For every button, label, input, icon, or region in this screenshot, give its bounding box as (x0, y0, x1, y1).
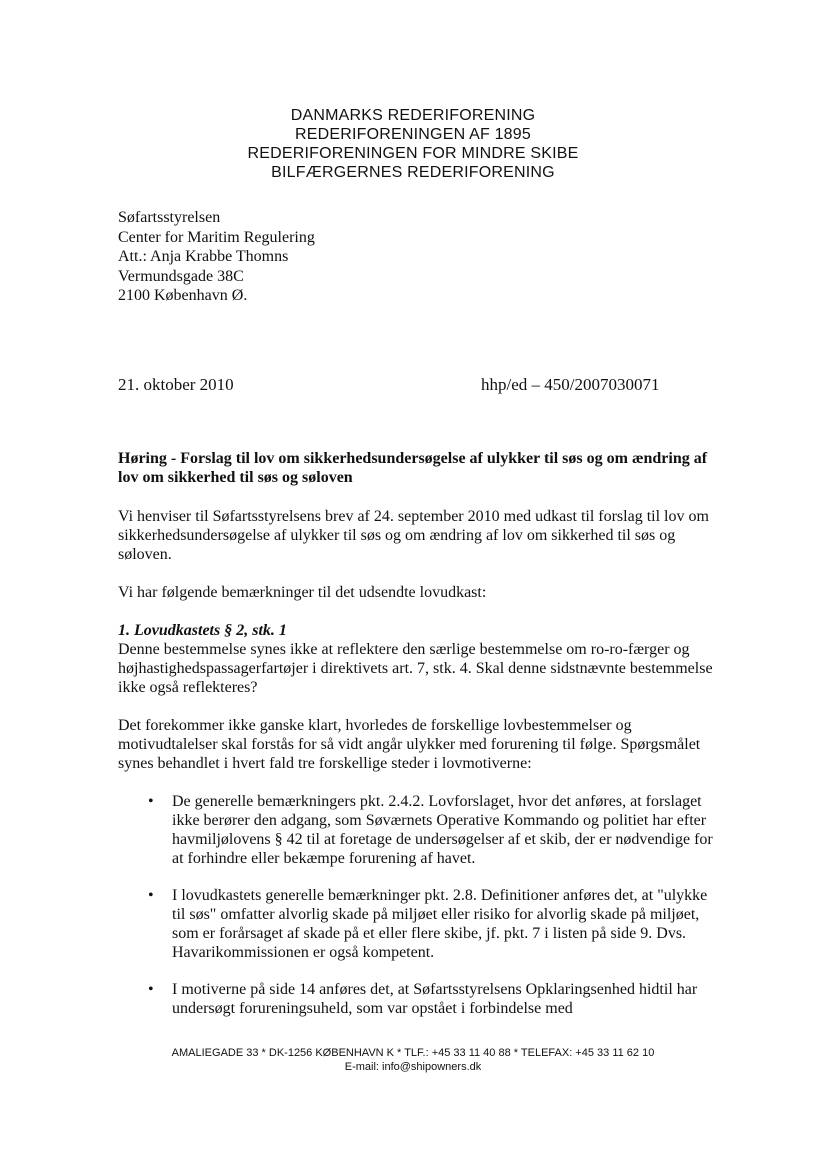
list-item (118, 792, 718, 868)
footer (0, 1046, 826, 1074)
letterhead-line: REDERIFORENINGEN AF 1895 (295, 126, 531, 143)
paragraph: Vi henviser til Søfartsstyrelsens brev af 24. september 2010 med udkast til forslag til lov om sikkerhedsundersøgelse af ulykker til søs og om ændring af lov om sikkerhed til søs og søloven. (118, 508, 709, 563)
bullet-icon: • (148, 981, 154, 998)
paragraph: Det forekommer ikke ganske klart, hvorledes de forskellige lovbestemmelser og motivudtalelser skal forstås for så vidt angår ulykker med forurening til følge. Spørgsmålet synes behandlet i hvert fald tre forskellige steder i lovmotiverne: (118, 717, 701, 772)
section-title: 1. Lovudkastets § 2, stk. 1 (118, 622, 287, 639)
list-item (118, 886, 718, 962)
bullet-list (118, 792, 718, 1018)
reference-number: hhp/ed – 450/2007030071 (481, 375, 660, 394)
letterhead (0, 106, 826, 182)
bullet-icon: • (148, 887, 154, 904)
letterhead-line: REDERIFORENINGEN FOR MINDRE SKIBE (247, 145, 579, 162)
list-item (118, 980, 718, 1018)
paragraph: Denne bestemmelse synes ikke at reflektere den særlige bestemmelse om ro-ro-færger og højhastighedspassagerfartøjer i direktivets art. 7, stk. 4. Skal denne sidstnævnte bestemmelse ikke også reflekteres? (118, 641, 713, 696)
subject-line: Høring - Forslag til lov om sikkerhedsundersøgelse af ulykker til søs og om ændring af lov om sikkerhed til søs og søloven (118, 450, 708, 486)
list-item-text: I motiverne på side 14 anføres det, at Søfartsstyrelsens Opklaringsenhed hidtil har undersøgt forureningsuheld, som var opstået i forbindelse med (172, 981, 698, 1017)
list-item-text: De generelle bemærkningers pkt. 2.4.2. Lovforslaget, hvor det anføres, at forslaget ikke berører den adgang, som Søværnets Operative Kommando og politiet har efter havmiljølovens § 42 til at foretage de undersøgelser af et skib, der er nødvendige for at forhindre eller bekæmpe forurening af havet. (172, 793, 713, 867)
letter-date: 21. oktober 2010 (118, 375, 234, 394)
recipient-address (118, 208, 315, 306)
address-line: Søfartsstyrelsen (118, 209, 221, 226)
footer-address: AMALIEGADE 33 * DK-1256 KØBENHAVN K * TLF.: +45 33 11 40 88 * TELEFAX: +45 33 11 62 10 (171, 1047, 655, 1059)
address-line: Vermundsgade 38C (118, 267, 244, 285)
address-line: Center for Maritim Regulering (118, 228, 315, 246)
list-item-text: I lovudkastets generelle bemærkninger pkt. 2.8. Definitioner anføres det, at "ulykke til søs" omfatter alvorlig skade på miljøet eller risiko for alvorlig skade på miljøet, som er forårsaget af skade på et eller flere skibe, jf. pkt. 7 i listen på side 9. Dvs. Havarikommissionen er også kompetent. (172, 887, 708, 961)
address-line: Att.: Anja Krabbe Thomns (118, 248, 289, 266)
footer-email: E-mail: info@shipowners.dk (344, 1061, 482, 1073)
letter-body (118, 449, 718, 1036)
section-1 (118, 621, 718, 773)
letterhead-line: BILFÆRGERNES REDERIFORENING (271, 164, 555, 181)
bullet-icon: • (148, 793, 154, 810)
paragraph: Vi har følgende bemærkninger til det udsendte lovudkast: (118, 584, 487, 601)
letterhead-line: DANMARKS REDERIFORENING (290, 107, 536, 124)
address-line: 2100 København Ø. (118, 287, 248, 305)
